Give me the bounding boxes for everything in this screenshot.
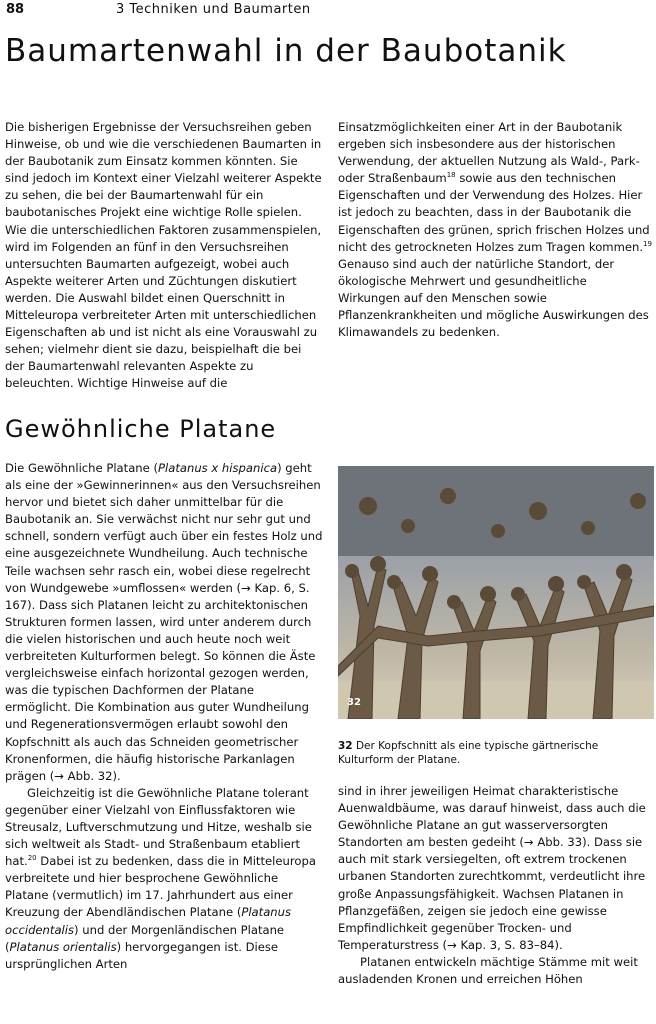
p2-text-b: Dabei ist zu bedenken, dass die in Mitteleuropa verbreitete und hier besprochene Gewöhnliche Platane (vermutlich) im 17. Jahrhundert aus einer Kreuzung der Abendländischen Platane ( [5,854,316,920]
intro-column-left [5,119,323,394]
section-paragraph-1 [5,460,323,785]
running-title: 3 Techniken und Baumarten [116,2,311,17]
intro-paragraph: Die bisherigen Ergebnisse der Versuchsreihen geben Hinweise, ob und wie die verschiedenen Baumarten in der Baubotanik zum Einsatz kommen könnten. Sie sind jedoch im Kontext einer Vielzahl weiterer Aspekte zu sehen, die bei der Baumartenwahl für ein baubotanisches Projekt eine wichtige Rolle spielen. Wie die unterschiedlichen Faktoren zusammenspielen, wird im Folgenden an fünf in den Versuchsreihen untersuchten Baumarten aufgezeigt, wobei auch Aspekte weiterer Arten und Züchtungen diskutiert werden. Die Auswahl bildet einen Querschnitt in Mitteleuropa verbreiteter Arten mit unterschiedlichen Eigenschaften ab und ist nicht als eine Vorauswahl zu sehen; vielmehr dient sie dazu, beispielhaft die bei der Baumartenwahl relevanten Aspekte zu beleuchten. Wichtige Hinweise auf die [5,120,322,391]
section-column-right [338,783,652,1023]
figure-number-overlay: 32 [347,697,361,708]
section-title: Gewöhnliche Platane [5,415,277,443]
pollarded-plane-trees-image [338,466,654,719]
page-number: 88 [6,2,25,17]
footnote-ref-19: 19 [643,239,652,248]
figure-caption [338,739,654,767]
caption-text: Der Kopfschnitt als eine typische gärtnerische Kulturform der Platane. [338,740,599,766]
caption-number: 32 [338,740,353,752]
chapter-title: Baumartenwahl in der Baubotanik [5,33,567,69]
p2-text-a: Gleichzeitig ist die Gewöhnliche Platane tolerant gegenüber einer Vielzahl von Einflussfaktoren wie Streusalz, Luftverschmutzung und Hitze, weshalb sie sich weltweit als Stadt- und Straßenbaum etabliert hat. [5,785,312,869]
intro-column-right [338,119,652,394]
figure-photo [338,466,654,719]
latin-name-occidentalis: Platanus occidentalis [5,905,292,937]
section-column-left [5,460,323,1022]
p2-text-c: ) und der Morgenländischen Platane ( [5,922,285,954]
footnote-ref-18: 18 [446,171,456,180]
section-paragraph-3: Platanen entwickeln mächtige Stämme mit weit ausladenden Kronen und erreichen Höhen [338,954,638,987]
latin-name-orientalis: Platanus orientalis [9,939,117,954]
intro-paragraph-cont: Einsatzmöglichkeiten einer Art in der Baubotanik ergeben sich insbesondere aus der historischen Verwendung, der aktuellen Nutzung als Wald-, Park- oder Straßenbaum$^{18}$ sowie aus den technischen Eigenschaften und der Verwendung des Holzes. Hier ist jedoch zu beachten, dass in der Baubotanik die Eigenschaften des grünen, sprich frischen Holzes und nicht des getrockneten Holzes zum Tragen kommen.$^{19}$ Genauso sind auch der natürliche Standort, der ökologische Mehrwert und gesundheitliche Wirkungen auf den Menschen sowie Pflanzenkrankheiten und mögliche Auswirkungen des Klimawandels zu bedenken. [338,120,652,340]
footnote-ref-20: 20 [27,854,37,863]
page-header [6,2,650,20]
section-paragraph-2 [5,785,323,973]
p2-text-d: ) hervorgegangen ist. Diese ursprünglichen Arten [5,939,279,971]
latin-name: Platanus x hispanica [158,461,278,475]
section-paragraph-2-cont: sind in ihrer jeweiligen Heimat charakteristische Auenwaldbäume, was darauf hinweist, dass auch die Gewöhnliche Platane an gut wasserversorgten Standorten am besten gedeiht (→ Abb. 33). Dass sie auch mit stark versiegelten, oft extrem trockenen urbanen Standorten zurechtkommt, verdeutlicht ihre große Anpassungsfähigkeit. Wachsen Platanen in Pflanzgefäßen, zeigen sie jedoch eine gewisse Empfindlichkeit gegenüber Trocken- und Temperaturstress (→ Kap. 3, S. 83–84). [338,784,646,952]
p1-text-a: Die Gewöhnliche Platane ( [5,461,158,475]
p1-text-b: ) geht als eine der »Gewinnerinnen« aus den Versuchsreihen hervor und bietet sich daher unmittelbar für die Baubotanik an. Sie verwächst nicht nur sehr gut und schnell, sondern verfügt auch über ein festes Holz und eine ausgezeichnete Wundheilung. Auch technische Teile wachsen sehr rasch ein, wobei diese regelrecht von Wundgewebe »umflossen« werden (→ Kap. 6, S. 167). Dass sich Platanen leicht zu architektonischen Strukturen formen lassen, wird unter anderem durch die vielen historischen und auch heute noch weit verbreiteten Kulturformen belegt. So können die Äste vergleichsweise einfach horizontal gezogen werden, was die typischen Dachformen der Platane ermöglicht. Die Kombination aus guter Wundheilung und Regenerationsvermögen erlaubt sowohl den Kopfschnitt als auch das Schneiden geometrischer Kronenformen, die häufig historische Parkanlagen prägen (→ Abb. 32). [5,461,323,783]
